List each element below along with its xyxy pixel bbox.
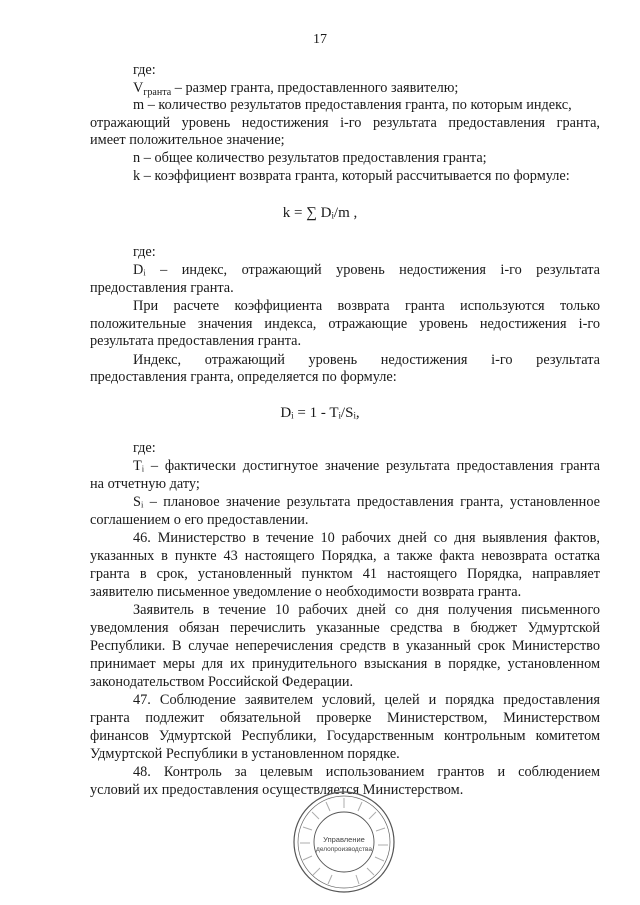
round-stamp xyxy=(292,790,396,894)
document-page: 17 где: $V_{гранта}$ – размер гранта, предоставленного заявителю; m – количество результатов предоставления гранта, по которым индекс, отражающий уровень недостижения i-го результата предоставления гранта, имеет положительное значение; n – общее количество результатов предоставления гранта; k – коэффициент возврата гранта, который рассчитывается по формуле: k = ∑ Dᵢ/m , где: Dᵢ – индекс, отражающий уровень недостижения i-го результата предоставления гранта. При расчете коэффициента возврата гранта используются только положительные значения индекса, отражающие уровень недостижения i-го результата предоставления гранта. Индекс, отражающий уровень недостижения i-го результата предоставления гранта, определяется по формуле: Dᵢ = 1 - Tᵢ/Sᵢ, где: Tᵢ – фактически достигнутое значение результата предоставления гранта на отчетную дату; Sᵢ – плановое значение результата предоставления гранта, установленное соглашением о его предоставлении. 46. Министерство в течение 10 рабочих дней со дня выявления фактов, указанных в пункте 43 настоящего Порядка, а также факта невозврата остатка гранта в срок, установленный пунктом 41 настоящего Порядка, направляет заявителю письменное уведомление о необходимости возврата гранта. Заявитель в течение 10 рабочих дней со дня получения письменного уведомления обязан перечислить указанные средства в бюджет Удмуртской Республики. В случае неперечисления средств в указанный срок Министерство принимает меры для их принудительного взыскания в порядке, установленном законодательством Российской Федерации. 47. Соблюдение заявителем условий, целей и порядка предоставления гранта подлежит обязательной проверке Министерством, Министерством финансов Удмуртской Республики, Государственным контрольным комитетом Удмуртской Республики в установленном порядке. 48. Контроль за целевым использованием грантов и соблюдением условий их предоставления осуществляется Министерством. Управление делопроизводства xyxy=(0,0,640,905)
page-number: 17 xyxy=(313,32,327,47)
stamp-inner-line1: Управление xyxy=(323,835,365,844)
stamp-inner-line2: делопроизводства xyxy=(316,846,372,853)
formula-d: Dᵢ = 1 - Tᵢ/Sᵢ, xyxy=(280,405,360,421)
formula-k: k = ∑ Dᵢ/m , xyxy=(282,205,358,221)
